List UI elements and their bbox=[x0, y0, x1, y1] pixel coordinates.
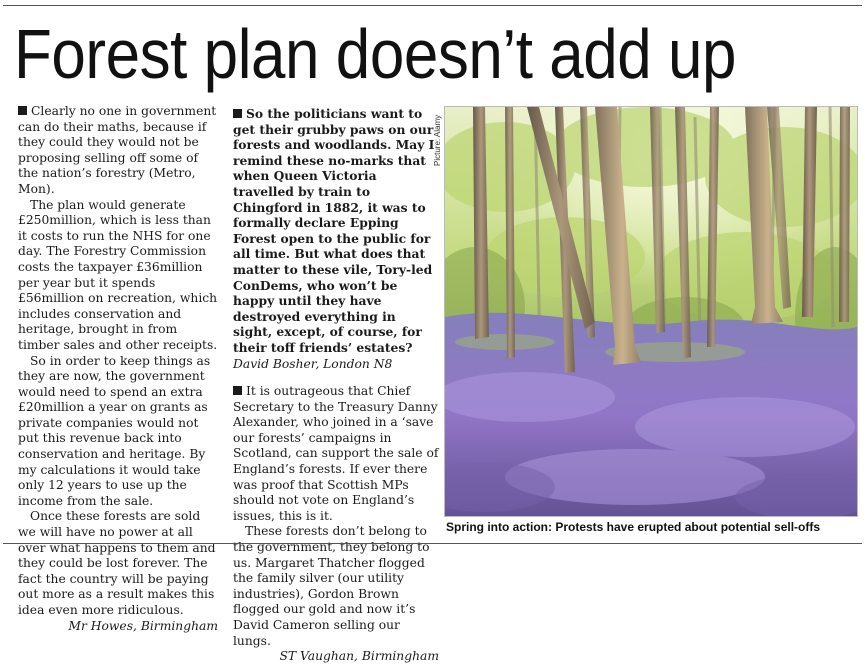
letter-signature: ST Vaughan, Birmingham bbox=[279, 649, 439, 664]
letter-column-2 bbox=[233, 104, 439, 665]
bullet-square-icon bbox=[233, 109, 242, 118]
letter-paragraph: So the politicians want to get their grubby paws on our forests and woodlands. May I remind these no-marks that when Queen Victoria travelled by train to Chingford in 1882, it was to formally declare Epping Forest open to the public for all time. But what does that matter to these vile, Tory-led ConDems, who won’t be happy until they have destroyed everything in sight, except, of course, for their toff friends’ estates? David Bosher, London N8 bbox=[233, 106, 435, 371]
headline: Forest plan doesn’t add up bbox=[14, 15, 737, 93]
photo-caption: Spring into action: Protests have erupted about potential sell-offs bbox=[446, 520, 821, 534]
photo-credit: Picture: Alamy bbox=[433, 114, 442, 166]
bluebell-forest-photo bbox=[444, 106, 858, 517]
letter-paragraph: Once these forests are sold we will have no power at all over what happens to them and they could be lost forever. The fact the country will be paying out more as a result makes this idea even more ridiculous. bbox=[18, 509, 216, 617]
letter-paragraph: So in order to keep things as they are now, the government would need to spend an extra £20million a year on grants as private companies would not put this revenue back into conservation and heritage. By my calculations it would take only 12 years to use up the income from the sale. bbox=[18, 353, 211, 508]
letter-paragraph: These forests don’t belong to the government, they belong to us. Margaret Thatcher flogged the family silver (our utility industries), Gordon Brown flogged our gold and now it’s David Cameron selling our lungs. bbox=[233, 524, 430, 648]
letter-paragraph: Clearly no one in government can do their maths, because if they could they would not be proposing selling off some of the nation’s forestry (Metro, Mon). bbox=[18, 104, 217, 196]
letter-paragraph: The plan would generate £250million, which is less than it costs to run the NHS for one day. The Forestry Commission costs the taxpayer £36million per year but it spends £56million on recreation, which includes conservation and heritage, brought in from timber sales and other receipts. bbox=[18, 197, 218, 352]
letter-signature: David Bosher, London N8 bbox=[233, 356, 393, 371]
letter-st-vaughan bbox=[233, 384, 439, 665]
letter-column-1 bbox=[18, 104, 218, 634]
forest-illustration bbox=[445, 107, 857, 516]
letter-david-bosher bbox=[233, 106, 439, 372]
bottom-rule bbox=[3, 543, 862, 544]
top-rule bbox=[3, 5, 862, 6]
bullet-square-icon bbox=[18, 106, 27, 115]
letter-paragraph: It is outrageous that Chief Secretary to the Treasury Danny Alexander, who joined in a ‘save our forests’ campaigns in Scotland, can support the sale of England’s forests. If ever there was proof that Scottish MPs should not vote on England’s issues, this is it. bbox=[233, 384, 439, 523]
letter-signature: Mr Howes, Birmingham bbox=[68, 618, 218, 633]
bullet-square-icon bbox=[233, 386, 242, 395]
letter-mr-howes bbox=[18, 104, 218, 634]
